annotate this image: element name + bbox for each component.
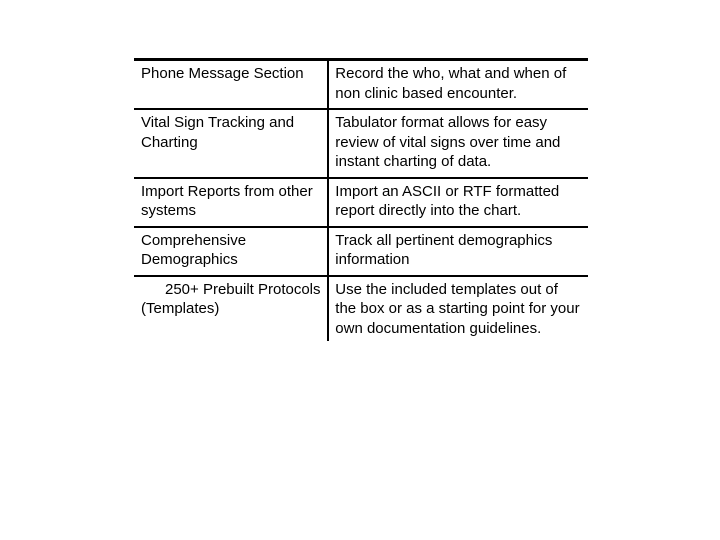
table-row — [134, 60, 588, 110]
feature-name: Comprehensive Demographics — [141, 231, 247, 268]
feature-description: Use the included templates out of the box or as a starting point for your own documentation guidelines. — [335, 280, 580, 337]
table-row — [134, 178, 588, 227]
feature-name: Phone Message Section — [141, 65, 304, 82]
feature-description-cell — [328, 109, 588, 178]
feature-name-cell — [134, 227, 328, 276]
feature-description: Import an ASCII or RTF formatted report directly into the chart. — [335, 182, 560, 219]
feature-description-cell — [328, 276, 588, 342]
feature-name: 250+ Prebuilt Protocols (Templates) — [141, 280, 321, 317]
feature-description: Record the who, what and when of non clinic based encounter. — [335, 65, 567, 102]
feature-name-cell — [134, 178, 328, 227]
table-row — [134, 109, 588, 178]
feature-description: Tabulator format allows for easy review of vital signs over time and instant charting of data. — [335, 114, 561, 170]
feature-description-cell — [328, 227, 588, 276]
feature-name-cell — [134, 109, 328, 178]
feature-table — [134, 58, 588, 341]
table-row — [134, 276, 588, 342]
feature-name: Import Reports from other systems — [141, 182, 313, 219]
feature-description: Track all pertinent demographics information — [335, 231, 553, 268]
feature-name-cell — [134, 60, 328, 110]
table-row — [134, 227, 588, 276]
feature-description-cell — [328, 178, 588, 227]
feature-name-cell — [134, 276, 328, 342]
feature-description-cell — [328, 60, 588, 110]
feature-name: Vital Sign Tracking and Charting — [141, 114, 295, 151]
